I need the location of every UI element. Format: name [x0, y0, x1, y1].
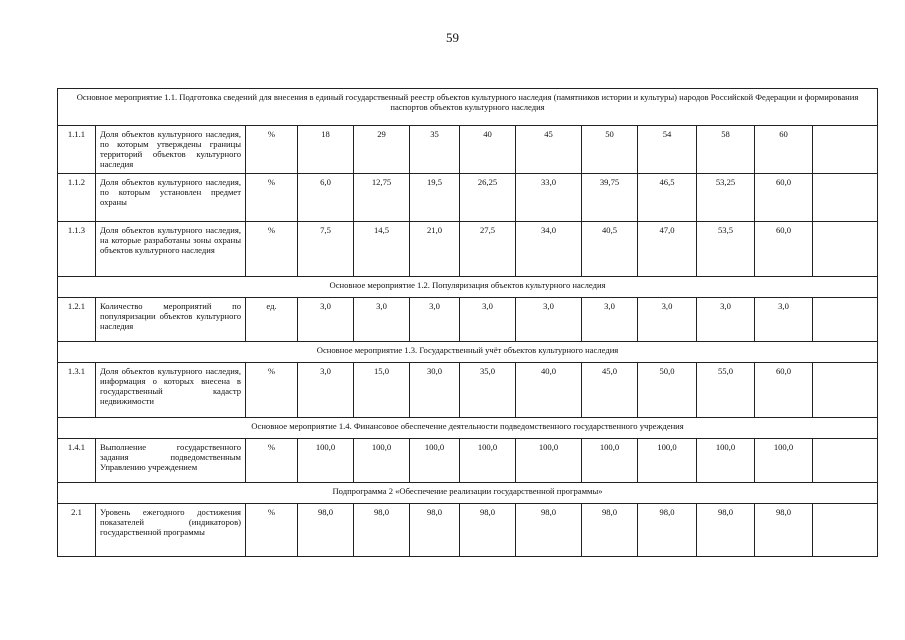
- indicator-value: 54: [638, 126, 697, 174]
- indicator-value: [813, 126, 878, 174]
- indicator-value: 45,0: [582, 363, 638, 418]
- section-title: Основное мероприятие 1.1. Подготовка сведений для внесения в единый государственный реестр объектов культурного наследия (памятников истории и культуры) народов Российской Федерации и формирования паспортов объектов культурного наследия: [58, 89, 878, 126]
- section-row-1-4: [58, 418, 878, 439]
- indicator-value: 100,0: [697, 439, 755, 483]
- indicator-value: 58: [697, 126, 755, 174]
- indicator-value: 55,0: [697, 363, 755, 418]
- page-number: 59: [446, 30, 459, 45]
- indicator-value: 100,0: [638, 439, 697, 483]
- indicator-value: 27,5: [460, 222, 516, 277]
- indicator-value: 15,0: [354, 363, 410, 418]
- indicator-number: 2.1: [58, 504, 96, 557]
- table-row: [58, 363, 878, 418]
- indicator-unit: %: [246, 174, 298, 222]
- indicator-value: 60: [755, 126, 813, 174]
- section-row-1-1: [58, 89, 878, 126]
- indicator-value: 53,25: [697, 174, 755, 222]
- indicator-value: 100,0: [410, 439, 460, 483]
- indicator-unit: ед.: [246, 298, 298, 342]
- indicator-name: Уровень ежегодного достижения показателей (индикаторов) государственной программы: [96, 504, 246, 557]
- indicator-value: 47,0: [638, 222, 697, 277]
- indicator-value: 30,0: [410, 363, 460, 418]
- indicator-value: 39,75: [582, 174, 638, 222]
- indicator-value: 40,0: [516, 363, 582, 418]
- indicator-value: 98,0: [582, 504, 638, 557]
- section-row-1-2: [58, 277, 878, 298]
- indicator-value: 60,0: [755, 363, 813, 418]
- indicator-value: 35,0: [460, 363, 516, 418]
- indicator-value: 3,0: [460, 298, 516, 342]
- indicator-value: 3,0: [298, 298, 354, 342]
- indicator-value: 3,0: [298, 363, 354, 418]
- indicator-number: 1.3.1: [58, 363, 96, 418]
- indicator-value: 60,0: [755, 222, 813, 277]
- indicator-name: Доля объектов культурного наследия, информация о которых внесена в государственный кадастр недвижимости: [96, 363, 246, 418]
- indicator-value: 3,0: [354, 298, 410, 342]
- section-row-1-3: [58, 342, 878, 363]
- indicator-value: 98,0: [354, 504, 410, 557]
- indicator-value: [813, 298, 878, 342]
- section-title: Основное мероприятие 1.2. Популяризация объектов культурного наследия: [58, 277, 878, 298]
- indicator-value: 33,0: [516, 174, 582, 222]
- indicator-value: 100,0: [298, 439, 354, 483]
- indicator-value: 98,0: [516, 504, 582, 557]
- indicator-value: 98,0: [755, 504, 813, 557]
- indicator-value: 60,0: [755, 174, 813, 222]
- indicator-unit: %: [246, 439, 298, 483]
- indicator-value: 50: [582, 126, 638, 174]
- indicator-value: 98,0: [697, 504, 755, 557]
- indicator-value: 100,0: [516, 439, 582, 483]
- indicators-table: [57, 88, 878, 557]
- indicator-value: 21,0: [410, 222, 460, 277]
- indicator-value: 98,0: [410, 504, 460, 557]
- indicator-value: 29: [354, 126, 410, 174]
- indicator-name: Количество мероприятий по популяризации объектов культурного наследия: [96, 298, 246, 342]
- indicator-value: [813, 174, 878, 222]
- table-row: [58, 222, 878, 277]
- table-row: [58, 298, 878, 342]
- indicator-value: 26,25: [460, 174, 516, 222]
- indicator-value: 100,0: [755, 439, 813, 483]
- indicator-value: [813, 504, 878, 557]
- indicator-value: 14,5: [354, 222, 410, 277]
- indicator-value: [813, 363, 878, 418]
- indicator-number: 1.1.3: [58, 222, 96, 277]
- indicator-number: 1.2.1: [58, 298, 96, 342]
- indicator-unit: %: [246, 222, 298, 277]
- indicator-name: Доля объектов культурного наследия, на которые разработаны зоны охраны объектов культурного наследия: [96, 222, 246, 277]
- indicator-value: 40: [460, 126, 516, 174]
- section-row-subprogram-2: [58, 483, 878, 504]
- indicator-value: 45: [516, 126, 582, 174]
- indicator-value: [813, 439, 878, 483]
- indicator-unit: %: [246, 363, 298, 418]
- table-row: [58, 174, 878, 222]
- indicator-value: 3,0: [582, 298, 638, 342]
- section-title: Основное мероприятие 1.4. Финансовое обеспечение деятельности подведомственного государственного учреждения: [58, 418, 878, 439]
- indicator-value: 3,0: [638, 298, 697, 342]
- indicator-value: 34,0: [516, 222, 582, 277]
- indicator-number: 1.1.1: [58, 126, 96, 174]
- indicator-number: 1.4.1: [58, 439, 96, 483]
- indicator-value: 46,5: [638, 174, 697, 222]
- indicator-value: 35: [410, 126, 460, 174]
- indicator-value: [813, 222, 878, 277]
- indicator-value: 100,0: [460, 439, 516, 483]
- indicator-value: 53,5: [697, 222, 755, 277]
- indicator-value: 98,0: [460, 504, 516, 557]
- indicator-value: 40,5: [582, 222, 638, 277]
- indicator-unit: %: [246, 504, 298, 557]
- indicator-value: 98,0: [638, 504, 697, 557]
- indicator-value: 3,0: [697, 298, 755, 342]
- indicator-name: Выполнение государственного задания подведомственным Управлению учреждением: [96, 439, 246, 483]
- indicator-number: 1.1.2: [58, 174, 96, 222]
- indicator-value: 6,0: [298, 174, 354, 222]
- section-title: Основное мероприятие 1.3. Государственный учёт объектов культурного наследия: [58, 342, 878, 363]
- indicator-name: Доля объектов культурного наследия, по которым утверждены границы территорий объектов культурного наследия: [96, 126, 246, 174]
- section-title: Подпрограмма 2 «Обеспечение реализации государственной программы»: [58, 483, 878, 504]
- table-row: [58, 439, 878, 483]
- indicator-value: 7,5: [298, 222, 354, 277]
- indicator-value: 50,0: [638, 363, 697, 418]
- indicator-value: 98,0: [298, 504, 354, 557]
- indicator-value: 3,0: [516, 298, 582, 342]
- indicator-value: 18: [298, 126, 354, 174]
- indicator-value: 3,0: [755, 298, 813, 342]
- indicator-value: 100,0: [582, 439, 638, 483]
- indicator-value: 100,0: [354, 439, 410, 483]
- indicator-name: Доля объектов культурного наследия, по которым установлен предмет охраны: [96, 174, 246, 222]
- indicator-unit: %: [246, 126, 298, 174]
- indicator-value: 3,0: [410, 298, 460, 342]
- indicator-value: 19,5: [410, 174, 460, 222]
- table-row: [58, 126, 878, 174]
- table-row: [58, 504, 878, 557]
- indicator-value: 12,75: [354, 174, 410, 222]
